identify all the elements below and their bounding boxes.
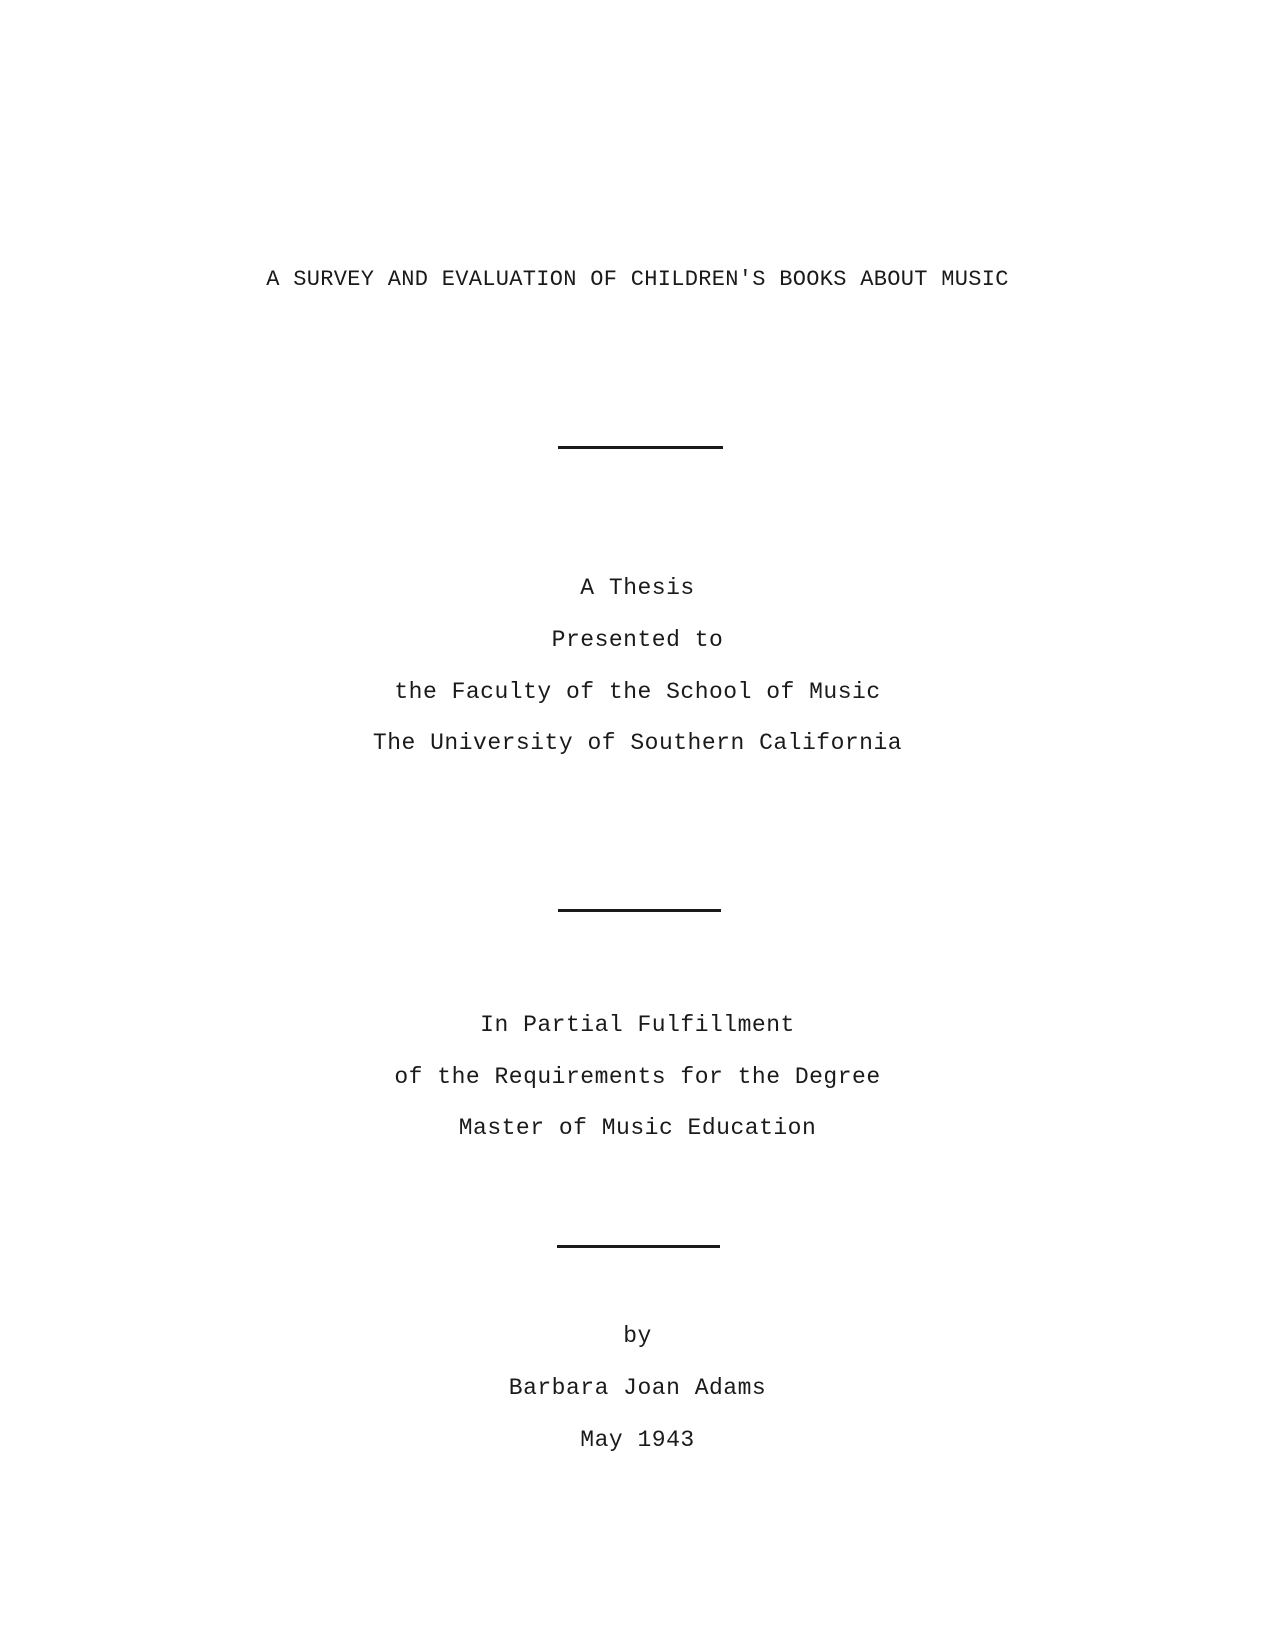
presented-to-line: Presented to [551, 627, 724, 653]
by-line: by [623, 1323, 652, 1349]
divider-rule [557, 1245, 720, 1248]
thesis-label: A Thesis [580, 575, 695, 601]
degree-line: Master of Music Education [458, 1115, 817, 1141]
partial-fulfillment-line: In Partial Fulfillment [480, 1012, 795, 1038]
author-name: Barbara Joan Adams [508, 1375, 767, 1401]
divider-rule [558, 446, 723, 449]
thesis-title: A SURVEY AND EVALUATION OF CHILDREN'S BOOKS ABOUT MUSIC [266, 267, 1009, 292]
divider-rule [558, 909, 721, 912]
faculty-line: the Faculty of the School of Music [394, 679, 881, 705]
requirements-line: of the Requirements for the Degree [394, 1064, 881, 1090]
submission-date: May 1943 [580, 1427, 695, 1453]
university-line: The University of Southern California [372, 730, 903, 756]
